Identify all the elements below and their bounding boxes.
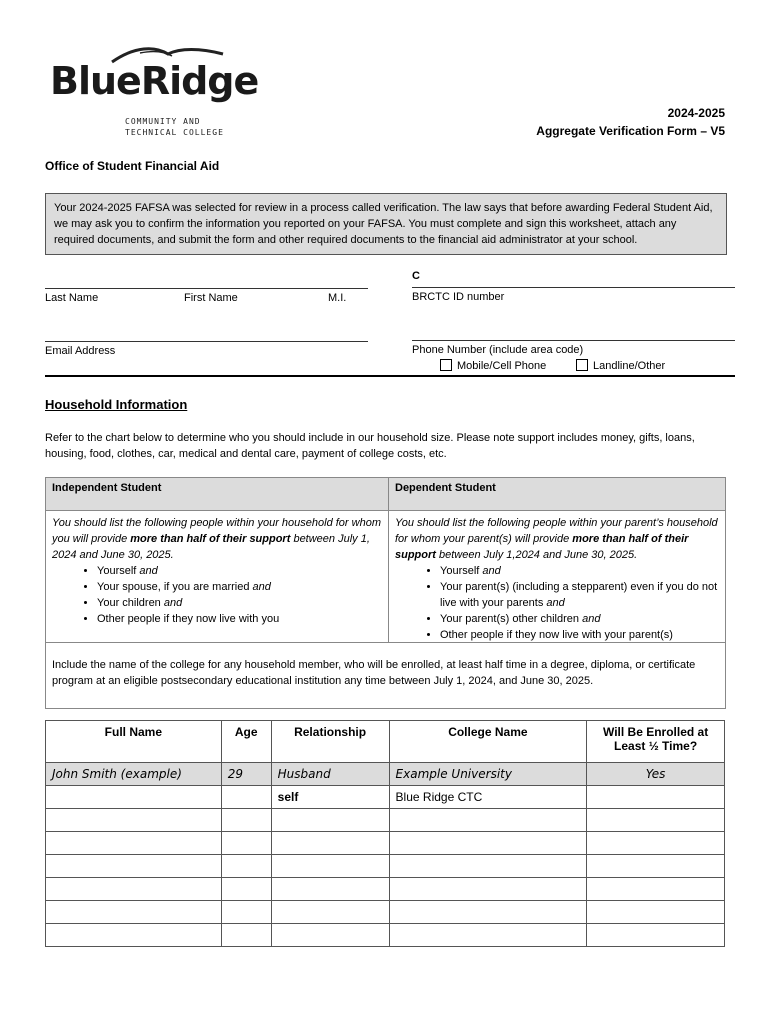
table-cell[interactable]	[587, 855, 725, 878]
table-header-row	[46, 721, 725, 763]
table-cell[interactable]	[389, 809, 587, 832]
id-prefix: C	[412, 270, 420, 282]
table-cell[interactable]	[221, 786, 271, 809]
household-table	[45, 720, 725, 947]
table-cell[interactable]	[221, 855, 271, 878]
col-relationship: Relationship	[271, 721, 389, 763]
office-name: Office of Student Financial Aid	[45, 159, 220, 173]
logo-subtitle-line1: COMMUNITY AND	[125, 117, 201, 126]
list-item: • Yourself and	[97, 563, 382, 579]
table-row	[46, 832, 725, 855]
household-instructions: Refer to the chart below to determine who you should include in our household size. Please note support includes money, gifts, loans, housing, food, clothes, car, medical and dental care, payment of college costs, etc.	[45, 432, 695, 460]
table-cell[interactable]	[389, 924, 587, 947]
table-cell[interactable]	[587, 786, 725, 809]
table-cell[interactable]	[271, 809, 389, 832]
table-row	[46, 809, 725, 832]
table-cell[interactable]	[389, 832, 587, 855]
verification-intro: Your 2024-2025 FAFSA was selected for review in a process called verification. The law says that before awarding Federal Student Aid, we may ask you to confirm the information you reported on your FAFSA. You must complete and sign this worksheet, attach any required documents, and submit the form and other required documents to the financial aid administrator at your school.	[45, 193, 727, 255]
table-row	[46, 901, 725, 924]
col-college-name: College Name	[389, 721, 587, 763]
logo-subtitle-line2: TECHNICAL COLLEGE	[125, 128, 224, 137]
mobile-checkbox[interactable]	[440, 359, 452, 371]
table-cell[interactable]	[46, 901, 222, 924]
dependent-body: You should list the following people within your parent’s household for whom your parent(s) will provide more than half of their support between July 1,2024 and June 30, 2025. • Yourself and • Your parent(s) (including a stepparent) even if you do not live with your parents and • Your parent(s) other children and • Other people if they now live with your parent(s)	[389, 511, 725, 642]
email-field-line[interactable]	[45, 341, 368, 342]
id-field-line[interactable]	[412, 287, 735, 288]
list-item: • Your children and	[97, 595, 382, 611]
example-row	[46, 763, 725, 786]
table-cell[interactable]	[271, 832, 389, 855]
table-cell[interactable]	[46, 878, 222, 901]
form-year: 2024-2025	[667, 106, 725, 120]
col-age: Age	[221, 721, 271, 763]
table-cell[interactable]	[221, 832, 271, 855]
table-cell[interactable]	[46, 809, 222, 832]
table-cell[interactable]	[46, 786, 222, 809]
table-cell: 29	[221, 763, 271, 786]
table-cell: Husband	[271, 763, 389, 786]
landline-checkbox[interactable]	[576, 359, 588, 371]
list-item: • Yourself and	[440, 563, 719, 579]
household-title: Household Information	[45, 397, 188, 412]
table-cell[interactable]	[221, 901, 271, 924]
table-cell[interactable]	[587, 901, 725, 924]
name-field-line[interactable]	[45, 288, 368, 289]
first-name-label: First Name	[184, 292, 238, 304]
col-enrolled: Will Be Enrolled at Least ½ Time?	[587, 721, 725, 763]
list-item: • Your spouse, if you are married and	[97, 579, 382, 595]
table-cell[interactable]: Blue Ridge CTC	[389, 786, 587, 809]
independent-header: Independent Student	[46, 478, 389, 511]
table-cell[interactable]	[221, 809, 271, 832]
table-cell[interactable]	[389, 855, 587, 878]
table-cell: John Smith (example)	[46, 763, 222, 786]
table-cell[interactable]	[587, 809, 725, 832]
table-cell[interactable]	[46, 832, 222, 855]
table-cell[interactable]	[271, 855, 389, 878]
independent-body: You should list the following people within your household for whom you will provide more than half of their support between July 1, 2024 and June 30, 2025. • Yourself and • Your spouse, if you are married and • Your children and • Other people if they now live with you	[46, 511, 389, 642]
last-name-label: Last Name	[45, 292, 99, 304]
section-divider	[45, 375, 735, 377]
col-full-name: Full Name	[46, 721, 222, 763]
table-row	[46, 924, 725, 947]
table-cell[interactable]	[46, 924, 222, 947]
table-cell[interactable]	[587, 878, 725, 901]
college-note: Include the name of the college for any household member, who will be enrolled, at least half time in a degree, diploma, or certificate program at an eligible postsecondary educational institution any time between July 1, 2024, and June 30, 2025.	[46, 642, 725, 708]
table-row	[46, 855, 725, 878]
phone-label: Phone Number (include area code)	[412, 344, 584, 356]
table-cell[interactable]	[271, 878, 389, 901]
landline-option[interactable]: Landline/Other	[576, 359, 665, 372]
middle-initial-label: M.I.	[328, 292, 347, 304]
table-cell[interactable]	[587, 832, 725, 855]
phone-field-line[interactable]	[412, 340, 735, 341]
table-cell[interactable]	[587, 924, 725, 947]
table-cell: Yes	[587, 763, 725, 786]
table-row	[46, 878, 725, 901]
list-item: • Other people if they now live with you	[97, 611, 382, 627]
support-chart	[45, 477, 726, 709]
table-cell[interactable]	[46, 855, 222, 878]
table-cell[interactable]	[221, 924, 271, 947]
table-cell[interactable]	[389, 878, 587, 901]
table-cell[interactable]	[271, 901, 389, 924]
table-cell[interactable]	[221, 878, 271, 901]
logo-wordmark: BlueRidge	[50, 59, 259, 103]
table-cell: Example University	[389, 763, 587, 786]
id-label: BRCTC ID number	[412, 291, 505, 303]
table-row	[46, 786, 725, 809]
mobile-option[interactable]: Mobile/Cell Phone	[440, 359, 546, 372]
email-label: Email Address	[45, 345, 116, 357]
list-item: • Other people if they now live with your parent(s)	[440, 627, 719, 643]
list-item: • Your parent(s) (including a stepparent) even if you do not live with your parents and	[440, 579, 719, 611]
dependent-header: Dependent Student	[389, 478, 725, 511]
form-title: Aggregate Verification Form – V5	[536, 124, 725, 138]
table-cell[interactable]	[271, 924, 389, 947]
table-cell[interactable]	[389, 901, 587, 924]
list-item: • Your parent(s) other children and	[440, 611, 719, 627]
table-cell[interactable]: self	[271, 786, 389, 809]
